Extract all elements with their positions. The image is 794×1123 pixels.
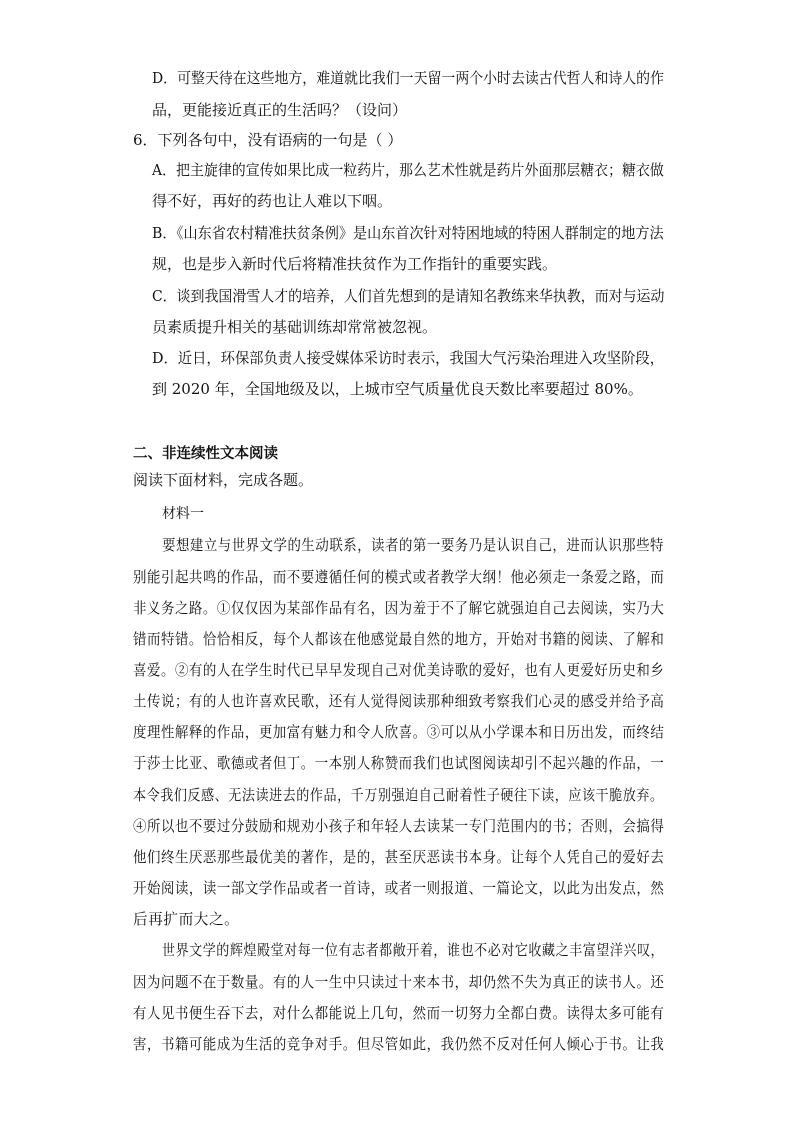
para1-line: 度理性解释的作品，更加富有魅力和令人欣喜。③可以从小学课本和日历出发，而终结 <box>133 724 665 741</box>
q6-option-b-line2: 规，也是步入新时代后将精准扶贫作为工作指针的重要实践。 <box>152 255 558 273</box>
para1-line: 于莎士比亚、歌德或者但丁。一本别人称赞而我们也试图阅读却引不起兴趣的作品，一 <box>133 755 665 772</box>
para1-line: 别能引起共鸣的作品，而不要遵循任何的模式或者教学大纲！他必须走一条爱之路，而 <box>133 569 665 586</box>
q6-option-d-line2: 到 2020 年，全国地级及以，上城市空气质量优良天数比率要超过 80%。 <box>152 380 643 398</box>
q6-option-a-line2: 得不好，再好的药也让人难以下咽。 <box>152 192 393 210</box>
q5-option-d-line1: D．可整天待在这些地方，难道就比我们一天留一两个小时去读古代哲人和诗人的作 <box>152 69 665 87</box>
para1-line: 后再扩而大之。 <box>133 911 240 928</box>
para1-line: 他们终生厌恶那些最优美的著作，是的，甚至厌恶读书本身。让每个人凭自己的爱好去 <box>133 849 665 866</box>
q5-option-d-line2: 品，更能接近真正的生活吗？（设问） <box>152 101 408 119</box>
q6-option-d-line1: D．近日，环保部负责人接受媒体采访时表示，我国大气污染治理进入攻坚阶段， <box>152 349 665 367</box>
para2-line: 世界文学的辉煌殿堂对每一位有志者都敞开着，谁也不必对它收藏之丰富望洋兴叹， <box>162 942 665 959</box>
q6-stem: 6．下列各句中，没有语病的一句是（ ） <box>133 131 403 149</box>
para1-line: 土传说；有的人也许喜欢民歌，还有人觉得阅读那种细致考察我们心灵的感受并给予高 <box>133 693 665 710</box>
q6-option-c-line1: C．谈到我国滑雪人才的培养，人们首先想到的是请知名教练来华执教，而对与运动 <box>152 287 665 305</box>
q6-option-a-line1: A．把主旋律的宣传如果比成一粒药片，那么艺术性就是药片外面那层糖衣；糖衣做 <box>152 161 664 179</box>
para2-line: 有人见书便生吞下去，对什么都能说上几句，然而一切努力全都白费。读得太多可能有 <box>133 1005 665 1022</box>
q6-option-b-line1: B．《山东省农村精准扶贫条例》是山东首次针对特困地域的特困人群制定的地方法 <box>152 224 664 242</box>
para1-line: 喜爱。②有的人在学生时代已早早发现自己对优美诗歌的爱好，也有人更爱好历史和乡 <box>133 662 665 679</box>
para1-line: 要想建立与世界文学的生动联系，读者的第一要务乃是认识自己，进而认识那些特 <box>162 537 664 554</box>
para1-line: 错而特错。恰恰相反，每个人都该在他感觉最自然的地方，开始对书籍的阅读、了解和 <box>133 631 665 648</box>
section-heading: 二、非连续性文本阅读 <box>133 446 278 462</box>
para1-line: 本令我们反感、无法读进去的作品，千万别强迫自己耐着性子硬往下读，应该干脆放弃。 <box>133 787 664 804</box>
para2-line: 因为问题不在于数量。有的人一生中只读过十来本书，却仍然不失为真正的读书人。还 <box>133 974 665 991</box>
para1-line: 非义务之路。①仅仅因为某部作品有名，因为羞于不了解它就强迫自己去阅读，实乃大 <box>133 600 665 617</box>
material-label: 材料一 <box>162 506 204 522</box>
para1-line: ④所以也不要过分鼓励和规劝小孩子和年轻人去读某一专门范围内的书；否则，会搞得 <box>133 818 665 835</box>
para1-line: 开始阅读，读一部文学作品或者一首诗，或者一则报道、一篇论文，以此为出发点，然 <box>133 880 665 897</box>
para2-line: 害，书籍可能成为生活的竞争对手。但尽管如此，我仍然不反对任何人倾心于书。让我 <box>133 1036 665 1053</box>
section-instruction: 阅读下面材料，完成各题。 <box>133 471 314 489</box>
q6-option-c-line2: 员素质提升相关的基础训练却常常被忽视。 <box>152 318 438 336</box>
